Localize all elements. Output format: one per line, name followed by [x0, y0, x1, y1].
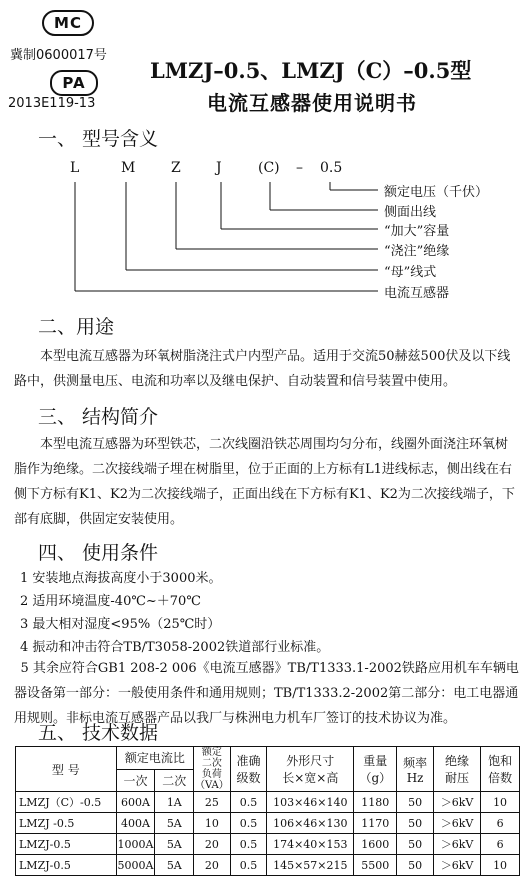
th-sat-line1: 饱和	[488, 754, 513, 768]
th-ratio: 额定电流比	[116, 747, 194, 770]
cell-freq: 50	[397, 813, 434, 834]
cell-primary: 400A	[116, 813, 155, 834]
cell-sat: 6	[481, 834, 520, 855]
cell-freq: 50	[397, 834, 434, 855]
model-letter-c: (C)	[258, 160, 280, 176]
cell-sat: 6	[481, 813, 520, 834]
section-heading-model: 一、 型号含义	[38, 128, 159, 150]
cell-load: 20	[194, 834, 230, 855]
cell-model: LMZJ-0.5	[16, 834, 117, 855]
table-row	[16, 792, 520, 813]
th-weight-line2: （g）	[359, 771, 392, 785]
legend-enlarged-capacity: “加大”容量	[384, 224, 450, 239]
condition-item-2: 2 适用环境温度-40℃~＋70℃	[20, 594, 201, 609]
cell-model: LMZJ（C）-0.5	[16, 792, 117, 813]
model-voltage: 0.5	[320, 160, 343, 176]
cell-secondary: 1A	[155, 792, 194, 813]
cell-weight: 1600	[354, 834, 397, 855]
th-weight	[354, 747, 397, 792]
th-dims	[267, 747, 354, 792]
cmc-logo-text: MC	[54, 14, 82, 32]
cell-weight: 1180	[354, 792, 397, 813]
th-sat-line2: 倍数	[488, 771, 513, 785]
cmc-license-number: 冀制0600017号	[10, 48, 107, 63]
model-letter-z: Z	[171, 160, 181, 176]
cell-sat: 10	[481, 792, 520, 813]
cell-insul: ＞6kV	[433, 834, 480, 855]
cell-weight: 5500	[354, 855, 397, 876]
cell-insul: ＞6kV	[433, 855, 480, 876]
legend-current-transformer: 电流互感器	[384, 286, 450, 301]
cell-secondary: 5A	[155, 813, 194, 834]
th-accuracy	[230, 747, 267, 792]
section-heading-structure: 三、 结构简介	[38, 406, 159, 428]
document-title: LMZJ–0.5、LMZJ（C）–0.5型	[150, 58, 472, 83]
cell-model: LMZJ-0.5	[16, 855, 117, 876]
th-insul-line2: 耐压	[445, 771, 470, 785]
model-dash: –	[296, 160, 303, 176]
section-heading-usage: 二、用途	[38, 316, 115, 338]
tech-data-table	[15, 746, 520, 876]
th-load-line1: 额定	[201, 747, 222, 758]
cell-accuracy: 0.5	[230, 813, 267, 834]
table-row	[16, 855, 520, 876]
legend-rated-voltage: 额定电压（千伏）	[384, 185, 489, 200]
cell-accuracy: 0.5	[230, 855, 267, 876]
cell-model: LMZJ -0.5	[16, 813, 117, 834]
th-primary: 一次	[116, 769, 155, 792]
document-subtitle: 电流互感器使用说明书	[207, 91, 417, 115]
th-dims-line1: 外形尺寸	[286, 754, 335, 768]
section-heading-tech: 五、 技术数据	[38, 722, 159, 744]
pa-code: 2013E119-13	[8, 96, 96, 111]
model-diagram-lines	[0, 0, 531, 300]
th-freq-line1: 频率	[403, 755, 428, 770]
cell-primary: 600A	[116, 792, 155, 813]
table-row	[16, 813, 520, 834]
model-letter-j: J	[216, 160, 222, 176]
cell-freq: 50	[397, 792, 434, 813]
th-accuracy-line2: 级数	[236, 771, 261, 785]
th-dims-line2: 长×宽×高	[282, 771, 339, 785]
th-sat	[481, 747, 520, 792]
cell-load: 25	[194, 792, 230, 813]
pa-logo-text: PA	[62, 74, 86, 92]
cell-insul: ＞6kV	[433, 813, 480, 834]
legend-side-outlet: 侧面出线	[384, 205, 437, 220]
cell-accuracy: 0.5	[230, 834, 267, 855]
cell-primary: 5000A	[116, 855, 155, 876]
th-freq-line2: Hz	[406, 770, 424, 785]
cell-sat: 10	[481, 855, 520, 876]
section-heading-conditions: 四、 使用条件	[38, 542, 159, 564]
th-freq	[397, 747, 434, 792]
cell-dims: 103×46×140	[267, 792, 354, 813]
th-weight-line1: 重量	[363, 754, 388, 768]
th-model: 型 号	[16, 747, 117, 792]
legend-busbar-type: “母”线式	[384, 265, 437, 280]
cell-dims: 106×46×130	[267, 813, 354, 834]
th-load-line2: 二次	[201, 758, 222, 769]
cell-secondary: 5A	[155, 855, 194, 876]
th-secondary: 二次	[155, 769, 194, 792]
cell-freq: 50	[397, 855, 434, 876]
table-row	[16, 834, 520, 855]
th-load-line3: 负荷	[201, 769, 222, 780]
cell-load: 10	[194, 813, 230, 834]
th-load-unit: （VA）	[195, 780, 229, 791]
cell-insul: ＞6kV	[433, 792, 480, 813]
th-insul	[433, 747, 480, 792]
cell-secondary: 5A	[155, 834, 194, 855]
cell-load: 20	[194, 855, 230, 876]
model-letter-l: L	[70, 160, 80, 176]
condition-item-4: 4 振动和冲击符合TB/T3058-2002铁道部行业标准。	[20, 640, 330, 655]
cell-dims: 145×57×215	[267, 855, 354, 876]
th-accuracy-line1: 准确	[236, 754, 261, 768]
structure-paragraph: 本型电流互感器为环型铁芯，二次线圈沿铁芯周围均匀分布，线圈外面浇注环氧树脂作为绝缘。二次接线端子埋在树脂里，位于正面的上方标有L1进线标志，侧出线在右侧下方标有K1、K2为二次接线端子，正面出线在下方标有K1、K2为二次接线端子，下部有底脚，供固定安装使用。	[14, 437, 515, 527]
cell-accuracy: 0.5	[230, 792, 267, 813]
cell-dims: 174×40×153	[267, 834, 354, 855]
tech-data-body	[16, 792, 520, 876]
condition-item-1: 1 安装地点海拔高度小于3000米。	[20, 571, 222, 586]
condition-item-5: 5 其余应符合GB1 208-2 006《电流互感器》TB/T1333.1-2002铁路应用机车车辆电器设备第一部分：一般使用条件和通用规则；TB/T1333.2-2002第二部分：电工电器通用规则。非标电流互感器产品以我厂与株洲电力机车厂签订的技术协议为准。	[14, 661, 519, 726]
cell-primary: 1000A	[116, 834, 155, 855]
cell-weight: 1170	[354, 813, 397, 834]
condition-item-3: 3 最大相对湿度<95%（25℃时）	[20, 617, 221, 632]
usage-paragraph: 本型电流互感器为环氧树脂浇注式户内型产品。适用于交流50赫兹500伏及以下线路中，供测量电压、电流和功率以及继电保护、自动装置和信号装置中使用。	[14, 349, 511, 389]
th-load	[194, 747, 230, 792]
legend-cast-insulation: “浇注”绝缘	[384, 244, 450, 259]
model-letter-m: M	[121, 160, 136, 176]
th-insul-line1: 绝缘	[445, 754, 470, 768]
